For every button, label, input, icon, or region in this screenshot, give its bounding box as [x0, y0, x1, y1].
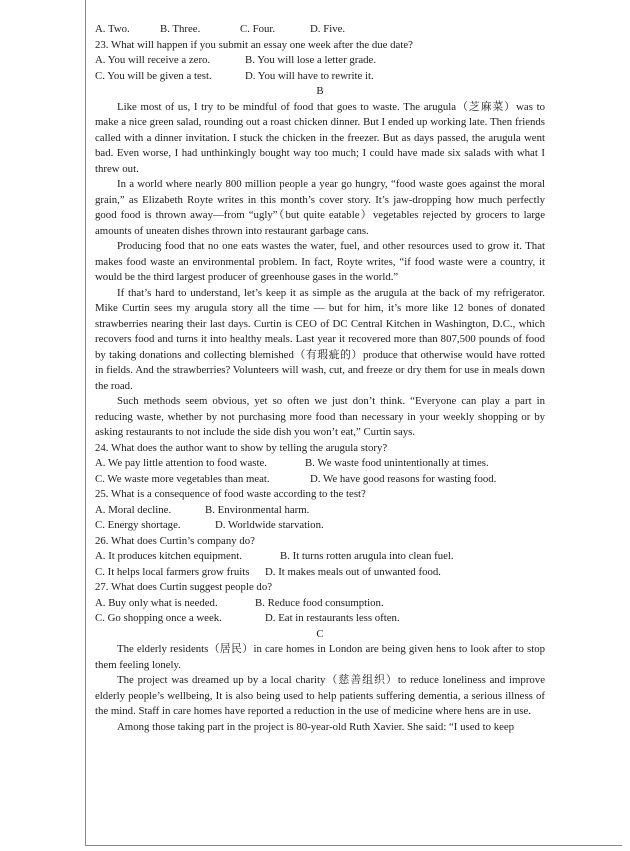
question-24-option-d: D. We have good reasons for wasting food. [310, 472, 497, 485]
question-23-option-d: D. You will have to rewrite it. [245, 69, 374, 82]
question-26-options-row-1 [95, 549, 545, 565]
question-23-text: 23. What will happen if you submit an essay one week after the due date? [95, 38, 413, 51]
question-22-option-b: B. Three. [160, 23, 201, 35]
question-25-text: 25. What is a consequence of food waste according to the test? [95, 488, 366, 500]
passage-b-paragraph-1: Like most of us, I try to be mindful of food that goes to waste. The arugula（芝麻菜）was to make a nice green salad, rounding out a roast chicken dinner. But I ended up working late. Then friends called with a dinner invitation. I stuck the chicken in the freezer. But as days passed, the arugula went bad. Even worse, I had unthinkingly bought way too much; I could have made six salads with what I threw out. [95, 100, 545, 175]
question-24-option-c: C. We waste more vegetables than meat. [95, 472, 270, 485]
passage-c-paragraph-2: The project was dreamed up by a local charity（慈善组织）to reduce loneliness and improve elderly people’s wellbeing, It is also being used to help patients suffering dementia, a serious illness of the mind. Staff in care homes have reported a reduction in the use of medicine where hens are in use. [95, 674, 545, 717]
section-b-label: B [316, 85, 324, 97]
section-c-label: C [316, 627, 324, 640]
question-23-options-row-1 [95, 53, 545, 69]
question-23-option-b: B. You will lose a letter grade. [245, 54, 377, 66]
passage-b-paragraph-4: If that’s hard to understand, let’s keep it as simple as the arugula at the back of my refrigerator. Mike Curtin sees my arugula story all the time — but for him, it’s more like 12 bones of donated strawberries nearing their last days. Curtin is CEO of DC Central Kitchen in Washington, D.C., which recovers food and turns it into healthy meals. Last year it recovered more than 807,500 pounds of food by taking donations and collecting blemished（有瑕疵的）produce that otherwise would have rotted in fields. And the strawberries? Volunteers will wash, cut, and freeze or dry them for use in meals down the road. [95, 286, 545, 392]
question-27-option-b: B. Reduce food consumption. [255, 596, 384, 609]
passage-c-paragraph-3: Among those taking part in the project is 80-year-old Ruth Xavier. She said: “I used to keep [117, 720, 515, 733]
question-24-options-row-1 [95, 456, 545, 472]
question-24-options-row-2 [95, 472, 545, 488]
passage-b-paragraph-2: In a world where nearly 800 million people a year go hungry, “food waste goes against the moral grain,” as Elizabeth Royte writes in this month’s cover story. It’s jaw-dropping how much perfectly good food is thrown away—from “ugly”（but quite eatable）vegetables rejected by grocers to large amounts of uneaten dishes thrown into restaurant garbage cans. [95, 178, 545, 237]
bottom-margin-line [85, 845, 622, 846]
question-27-options-row-1 [95, 596, 545, 612]
question-25-option-b: B. Environmental harm. [205, 503, 310, 516]
passage-b-paragraph-3: Producing food that no one eats wastes the water, fuel, and other resources used to grow it. That makes food waste an environmental problem. In fact, Royte writes, “if food waste were a country, it would be the third largest producer of greenhouse gases in the world.” [95, 240, 545, 283]
question-25-option-c: C. Energy shortage. [95, 519, 181, 531]
question-27-option-c: C. Go shopping once a week. [95, 612, 222, 624]
question-24-option-b: B. We waste food unintentionally at times. [305, 457, 489, 469]
question-25-option-d: D. Worldwide starvation. [215, 519, 324, 531]
question-23-option-a: A. You will receive a zero. [95, 54, 211, 66]
question-27-option-a: A. Buy only what is needed. [95, 596, 218, 609]
question-25-option-a: A. Moral decline. [95, 503, 172, 516]
question-22-option-c: C. Four. [240, 23, 276, 35]
question-22-option-d: D. Five. [310, 23, 346, 35]
question-23-options-row-2 [95, 69, 545, 85]
question-27-text: 27. What does Curtin suggest people do? [95, 581, 273, 593]
question-26-options-row-2 [95, 565, 545, 581]
question-26-option-c: C. It helps local farmers grow fruits [95, 565, 250, 578]
question-24-option-a: A. We pay little attention to food waste. [95, 457, 267, 469]
question-22-option-a: A. Two. [95, 23, 130, 35]
document-content [95, 22, 545, 735]
question-26-option-b: B. It turns rotten arugula into clean fuel. [280, 550, 454, 562]
question-26-text: 26. What does Curtin’s company do? [95, 534, 255, 547]
question-23-option-c: C. You will be given a test. [95, 69, 212, 82]
question-25-options-row-2 [95, 518, 545, 534]
question-22-options-row [95, 22, 545, 38]
question-26-option-d: D. It makes meals out of unwanted food. [265, 565, 442, 578]
passage-b-paragraph-5: Such methods seem obvious, yet so often we just don’t think. “Everyone can play a part in reducing waste, whether by not purchasing more food than necessary in your weekly shopping or by asking restaurants to not include the side dish you won’t eat,” Curtin says. [95, 395, 545, 438]
question-25-options-row-1 [95, 503, 545, 519]
question-26-option-a: A. It produces kitchen equipment. [95, 550, 242, 562]
question-27-options-row-2 [95, 611, 545, 627]
question-24-text: 24. What does the author want to show by telling the arugula story? [95, 441, 388, 454]
question-27-option-d: D. Eat in restaurants less often. [265, 612, 400, 624]
left-margin-line [85, 0, 86, 845]
passage-c-paragraph-1: The elderly residents（居民）in care homes in London are being given hens to look after to stop them feeling lonely. [95, 643, 545, 671]
